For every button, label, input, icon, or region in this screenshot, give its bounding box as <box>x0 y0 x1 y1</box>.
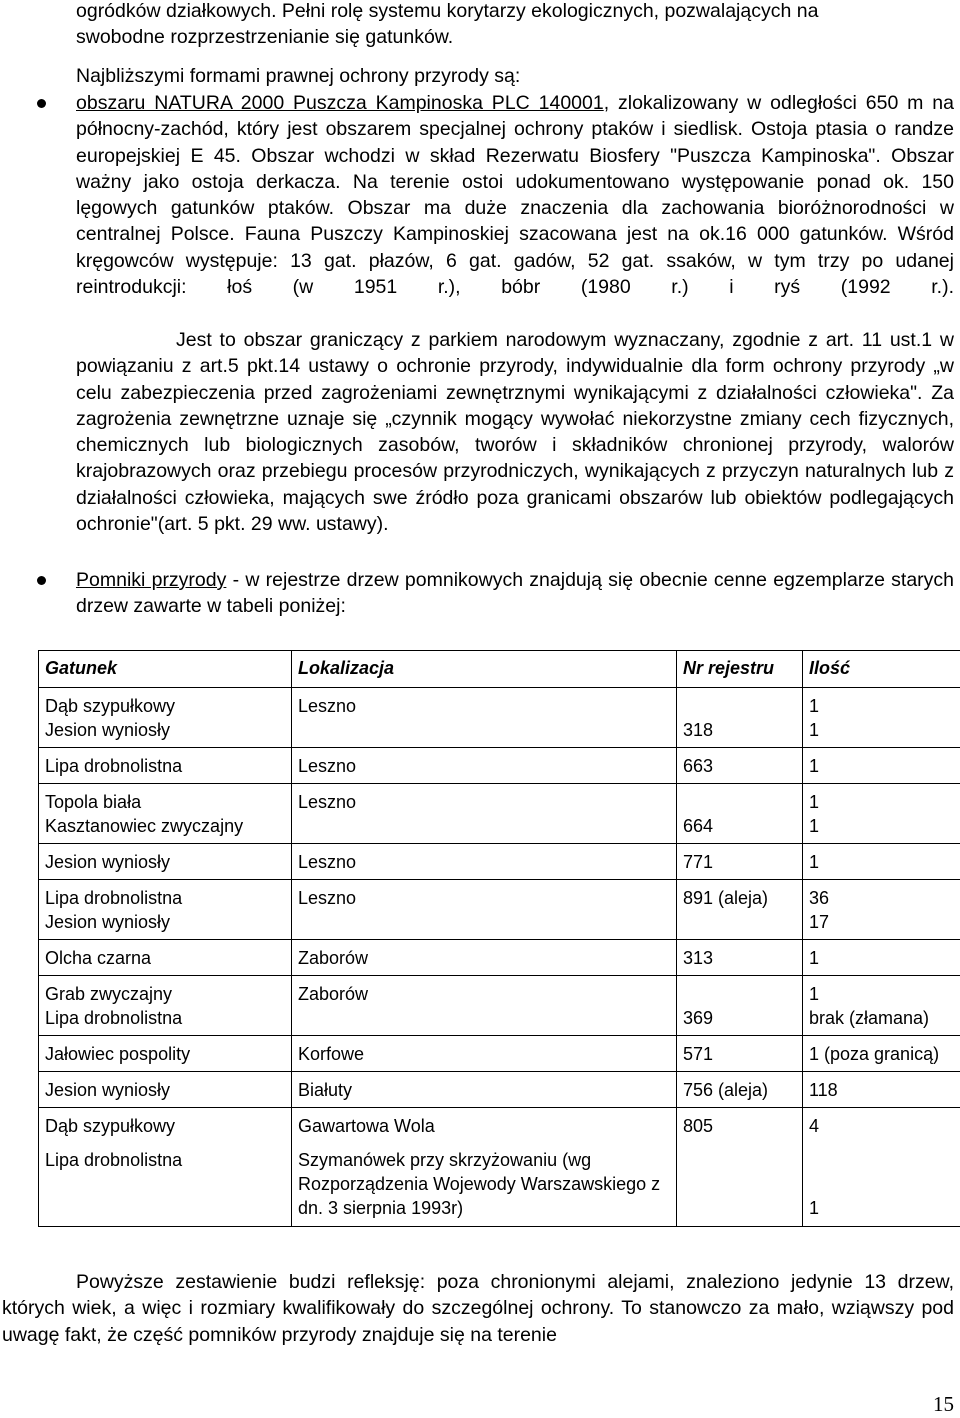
species-cell <box>39 688 292 748</box>
species-name: Dąb szypułkowy <box>45 696 176 716</box>
nature-monuments-paragraph <box>76 567 954 620</box>
species-cell: Jałowiec pospolity <box>39 1036 292 1072</box>
header-location: Lokalizacja <box>292 651 677 688</box>
species-cell <box>39 1108 292 1227</box>
register-cell: 664 <box>677 784 803 844</box>
species-cell: Jesion wyniosły <box>39 844 292 880</box>
location-cell: Leszno <box>292 844 677 880</box>
nature-monuments-link[interactable]: Pomniki przyrody <box>76 569 227 591</box>
register-cell: 771 <box>677 844 803 880</box>
count-cell <box>803 784 960 844</box>
count-cell <box>803 976 960 1036</box>
species-name: Jesion wyniosły <box>45 912 171 932</box>
intro-paragraph-line2 <box>76 24 954 50</box>
location-name: Szymanówek przy skrzyżowaniu (wg Rozporządzenia Wojewody Warszawskiego z dn. 3 sierpnia 1993r) <box>298 1150 661 1218</box>
table-row <box>39 1036 960 1072</box>
table-row <box>39 940 960 976</box>
species-name: Lipa drobnolistna <box>45 888 183 908</box>
closing-paragraph <box>2 1269 954 1348</box>
count-cell: 1 <box>803 940 960 976</box>
natura-2000-description: , zlokalizowany w odległości 650 m na północny-zachód, który jest obszarem specjalnej ochrony ptaków i siedlisk. Ostoja ptasia o randze europejskiej E 45. Obszar wchodzi w skład Rezerwatu Biosfery "Puszcza Kampinoska". Obszar ważny jako ostoja derkacza. Na terenie ostoi udokumentowano występowanie ponad ok. 150 lęgowych gatunków ptaków. Obszar ma duże znaczenia dla zachowania bioróżnorodności w centralnej Polsce. Fauna Puszczy Kampinoskiej szacowana jest na ok.16 000 gatunków. Wśród kręgowców występuje: 13 gat. płazów, 6 gat. gadów, 52 gat. ssaków, w tym trzy po udanej reintrodukcji: łoś (w 1951 r.), bóbr (1980 r.) i ryś (1992 r.). <box>76 92 954 299</box>
nature-monuments-text: - w rejestrze drzew pomnikowych znajdują się obecnie cenne egzemplarze starych drzew zawarte w tabeli poniżej: <box>76 569 954 618</box>
location-cell: Białuty <box>292 1072 677 1108</box>
count-value: 1 <box>809 696 820 716</box>
intro-paragraph-line1 <box>76 0 954 24</box>
species-cell: Olcha czarna <box>39 940 292 976</box>
header-count: Ilość <box>803 651 960 688</box>
species-cell <box>39 784 292 844</box>
location-cell: Zaborów <box>292 940 677 976</box>
protection-forms-heading <box>76 63 954 89</box>
location-cell: Leszno <box>292 880 677 940</box>
closing-text: Powyższe zestawienie budzi refleksję: poza chronionymi alejami, znaleziono jedynie 13 drzew, których wiek, a więc i rozmiary kwalifikowały do szczególnej ochrony. To stanowczo za mało, wziąwszy pod uwagę fakt, że część pomników przyrody znajduje się na terenie <box>2 1271 954 1346</box>
species-name: Grab zwyczajny <box>45 984 173 1004</box>
intro-text-2: swobodne rozprzestrzenianie się gatunków. <box>76 26 454 48</box>
natura-2000-link[interactable]: obszaru NATURA 2000 Puszcza Kampinoska PLC 140001 <box>76 92 604 114</box>
count-cell <box>803 688 960 748</box>
monument-register-table <box>38 650 960 1227</box>
location-cell: Leszno <box>292 748 677 784</box>
count-cell <box>803 1108 960 1227</box>
table-row <box>39 1108 960 1227</box>
species-cell <box>39 880 292 940</box>
location-cell: Zaborów <box>292 976 677 1036</box>
species-cell: Jesion wyniosły <box>39 1072 292 1108</box>
species-name: Kasztanowiec zwyczajny <box>45 816 244 836</box>
natura-2000-paragraph <box>76 90 954 327</box>
header-register-number: Nr rejestru <box>677 651 803 688</box>
bullet-monuments <box>37 576 46 585</box>
register-cell: 571 <box>677 1036 803 1072</box>
table-row <box>39 748 960 784</box>
count-value: 1 <box>809 720 820 740</box>
species-name: Topola biała <box>45 792 142 812</box>
register-cell: 369 <box>677 976 803 1036</box>
species-name: Dąb szypułkowy <box>45 1116 176 1136</box>
count-value: 4 <box>809 1116 820 1136</box>
count-cell: 1 <box>803 844 960 880</box>
intro-text-1: ogródków działkowych. Pełni rolę systemu korytarzy ekologicznych, pozwalających na <box>76 0 819 22</box>
register-cell: 805 <box>677 1108 803 1227</box>
count-cell <box>803 880 960 940</box>
header-species: Gatunek <box>39 651 292 688</box>
bullet-natura-2000 <box>37 99 46 108</box>
count-value: 1 <box>809 792 820 812</box>
species-name: Lipa drobnolistna <box>45 1150 183 1170</box>
count-value: 1 <box>809 1198 820 1218</box>
location-name: Gawartowa Wola <box>298 1116 435 1136</box>
count-cell: 1 <box>803 748 960 784</box>
count-value: 36 <box>809 888 830 908</box>
count-value: 17 <box>809 912 830 932</box>
table-header-row <box>39 651 960 688</box>
location-cell: Korfowe <box>292 1036 677 1072</box>
table-row <box>39 880 960 940</box>
location-cell <box>292 1108 677 1227</box>
count-value: 1 <box>809 984 820 1004</box>
register-cell: 756 (aleja) <box>677 1072 803 1108</box>
location-cell: Leszno <box>292 784 677 844</box>
register-cell: 891 (aleja) <box>677 880 803 940</box>
buffer-zone-paragraph <box>76 327 954 537</box>
count-cell: 118 <box>803 1072 960 1108</box>
location-cell: Leszno <box>292 688 677 748</box>
table-row <box>39 1072 960 1108</box>
register-cell: 318 <box>677 688 803 748</box>
protection-forms-text: Najbliższymi formami prawnej ochrony przyrody są: <box>76 65 521 87</box>
table-row <box>39 784 960 844</box>
species-cell: Lipa drobnolistna <box>39 748 292 784</box>
page-number: 15 <box>933 1392 954 1416</box>
count-value: 1 <box>809 816 820 836</box>
buffer-zone-text: Jest to obszar graniczący z parkiem narodowym wyznaczany, zgodnie z art. 11 ust.1 w powiązaniu z art.5 pkt.14 ustawy o ochronie przyrody, indywidualnie dla form ochrony przyrody „w celu zabezpieczenia przed zagrożeniami zewnętrznymi wynikającymi z działalności człowieka". Za zagrożenia zewnętrzne uznaje się „czynnik mogący wywołać niekorzystne zmiany cech fizycznych, chemicznych lub biologicznych zasobów, tworów i składników chronionej przyrody, walorów krajobrazowych oraz przebiegu procesów przyrodniczych, wynikających z przyczyn naturalnych lub z działalności człowieka, mających swe źródło poza granicami obszarów lub obiektów podlegających ochronie"(art. 5 pkt. 29 ww. ustawy). <box>76 329 954 536</box>
table-row <box>39 844 960 880</box>
count-value: brak (złamana) <box>809 1008 930 1028</box>
table-row <box>39 688 960 748</box>
species-name: Jesion wyniosły <box>45 720 171 740</box>
table-row <box>39 976 960 1036</box>
species-cell <box>39 976 292 1036</box>
register-cell: 663 <box>677 748 803 784</box>
register-cell: 313 <box>677 940 803 976</box>
species-name: Lipa drobnolistna <box>45 1008 183 1028</box>
count-cell: 1 (poza granicą) <box>803 1036 960 1072</box>
